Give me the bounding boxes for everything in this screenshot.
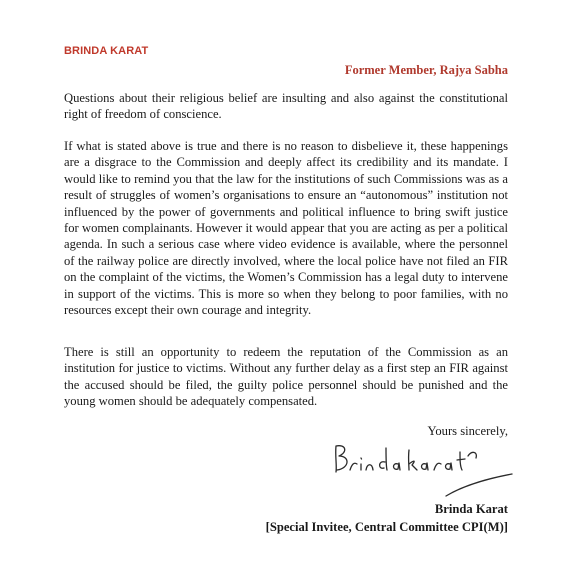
letter-paragraph-3: There is still an opportunity to redeem the reputation of the Commission as an institution for justice to victims. Without any further delay as a first step an FIR against the accused should be filed, the guilty police personnel should be punished and the young women should be adequately compensated. [64, 345, 508, 409]
signatory-name: Brinda Karat [434, 502, 508, 516]
letterhead-name: BRINDA KARAT [64, 45, 149, 57]
letter-closing: Yours sincerely, [427, 424, 508, 438]
signatory-designation: [Special Invitee, Central Committee CPI(M)] [265, 520, 508, 534]
letter-paragraph-1: Questions about their religious belief are insulting and also against the constitutional right of freedom of conscience. [64, 91, 508, 122]
handwritten-signature [326, 438, 516, 498]
letter-paragraph-2: If what is stated above is true and there is no reason to disbelieve it, these happenings are a disgrace to the Commission and deeply affect its credibility and its mandate. I would like to remind you that the law for the institutions of such Commissions was as a result of struggles of women’s organisations to ensure an “autonomous” institution not influenced by the power of governments and political influence to bring swift justice for women complainants. However it would appear that you are acting as per a political agenda. In such a serious case where video evidence is available, where the personnel of the railway police are directly involved, where the local police have not filed an FIR on the complaint of the victims, the Women’s Commission has a legal duty to intervene in support of the victims. This is more so when they belong to poor families, with no resources except their own courage and integrity. [64, 139, 508, 318]
letterhead-title: Former Member, Rajya Sabha [344, 63, 508, 77]
